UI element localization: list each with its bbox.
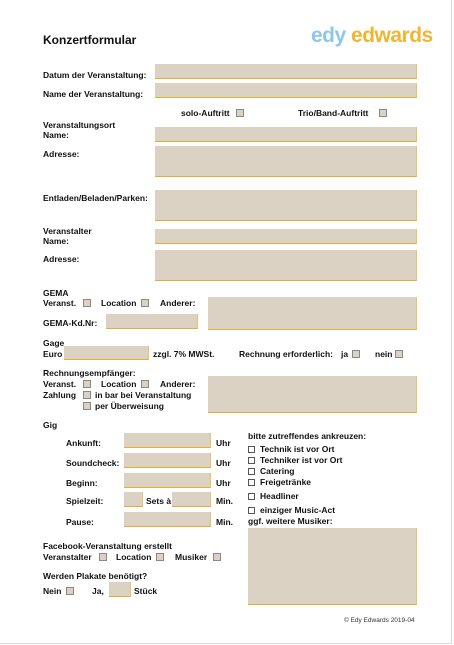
posters-label: Werden Plakate benötigt? <box>43 571 148 581</box>
check-header: bitte zutreffendes ankreuzen: <box>248 431 367 441</box>
start-label: Beginn: <box>66 478 98 488</box>
option-drinks-checkbox[interactable] <box>248 479 255 486</box>
fee-euro-label: Euro <box>43 349 63 359</box>
invoice-no-checkbox[interactable] <box>395 350 403 358</box>
option-techniker-checkbox[interactable] <box>248 457 255 464</box>
payment-cash-checkbox[interactable] <box>83 391 91 399</box>
payment-transfer-label: per Überweisung <box>95 401 164 411</box>
more-musicians-label: ggf. weitere Musiker: <box>248 516 333 526</box>
option-only-act-label: einziger Music-Act <box>260 505 336 515</box>
recipient-veranst-label: Veranst. <box>43 379 77 389</box>
facebook-label: Facebook-Veranstaltung erstellt <box>43 541 172 551</box>
recipient-other-label: Anderer: <box>160 379 196 389</box>
event-date-field[interactable] <box>155 64 417 79</box>
invoice-no-label: nein <box>375 349 393 359</box>
recipient-location-label: Location <box>101 379 137 389</box>
soundcheck-label: Soundcheck: <box>66 458 120 468</box>
start-field[interactable] <box>124 473 211 488</box>
invoice-yes-label: ja <box>341 349 349 359</box>
payment-label: Zahlung <box>43 390 77 400</box>
sets-label: Sets à <box>146 496 172 506</box>
start-uhr: Uhr <box>216 478 231 488</box>
event-name-field[interactable] <box>155 83 417 98</box>
gema-other-field[interactable] <box>208 297 417 330</box>
posters-no-checkbox[interactable] <box>66 587 74 595</box>
break-label: Pause: <box>66 517 94 527</box>
posters-no-label: Nein <box>43 586 62 596</box>
fee-vat-label: zzgl. 7% MWSt. <box>153 349 215 359</box>
option-technik-checkbox[interactable] <box>248 446 255 453</box>
posters-yes-label: Ja, <box>92 586 104 596</box>
payment-cash-label: in bar bei Veranstaltung <box>95 390 192 400</box>
more-musicians-field[interactable] <box>248 528 417 605</box>
option-drinks-label: Freigetränke <box>260 477 312 487</box>
unload-field[interactable] <box>155 190 417 221</box>
facebook-location-checkbox[interactable] <box>156 553 164 561</box>
facebook-musician-checkbox[interactable] <box>213 553 221 561</box>
gema-veranst-checkbox[interactable] <box>83 299 91 307</box>
arrival-field[interactable] <box>124 433 211 448</box>
fee-amount-field[interactable] <box>64 346 149 360</box>
venue-address-field[interactable] <box>155 146 417 177</box>
band-label: Trio/Band-Auftritt <box>298 108 369 118</box>
facebook-musician-label: Musiker <box>175 552 208 562</box>
facebook-veranst-checkbox[interactable] <box>99 553 107 561</box>
brand-logo <box>311 24 433 48</box>
sets-count-field[interactable] <box>124 492 143 507</box>
set-length-field[interactable] <box>172 492 211 507</box>
gema-veranst-label: Veranst. <box>43 298 77 308</box>
recipient-section-label: Rechnungsempfänger: <box>43 368 136 378</box>
solo-checkbox[interactable] <box>236 109 244 117</box>
solo-label: solo-Auftritt <box>181 108 230 118</box>
facebook-veranst-label: Veranstalter <box>43 552 92 562</box>
arrival-label: Ankunft: <box>66 438 101 448</box>
band-checkbox[interactable] <box>379 109 387 117</box>
organizer-address-field[interactable] <box>155 250 417 281</box>
event-date-label: Datum der Veranstaltung: <box>43 70 147 80</box>
invoice-yes-checkbox[interactable] <box>352 350 360 358</box>
option-catering-checkbox[interactable] <box>248 468 255 475</box>
playtime-min: Min. <box>216 496 233 506</box>
invoice-required-label: Rechnung erforderlich: <box>239 349 333 359</box>
playtime-label: Spielzeit: <box>66 496 104 506</box>
soundcheck-field[interactable] <box>124 453 211 468</box>
venue-name-label: Name: <box>43 130 69 140</box>
gema-location-checkbox[interactable] <box>141 299 149 307</box>
option-headliner-label: Headliner <box>260 491 299 501</box>
organizer-section-label: Veranstalter <box>43 226 92 236</box>
copyright-footer: © Edy Edwards 2019-04 <box>344 617 415 624</box>
fee-section-label: Gage <box>43 338 65 348</box>
logo-part-edy: edy <box>311 24 346 47</box>
posters-pieces-label: Stück <box>134 586 158 596</box>
gema-section-label: GEMA <box>43 288 69 298</box>
organizer-address-label: Adresse: <box>43 254 80 264</box>
gema-location-label: Location <box>101 298 137 308</box>
break-min: Min. <box>216 517 233 527</box>
arrival-uhr: Uhr <box>216 438 231 448</box>
option-catering-label: Catering <box>260 466 295 476</box>
payment-transfer-checkbox[interactable] <box>83 402 91 410</box>
gema-number-label: GEMA-Kd.Nr: <box>43 318 98 328</box>
facebook-location-label: Location <box>116 552 152 562</box>
gema-number-field[interactable] <box>106 314 198 329</box>
venue-name-field[interactable] <box>155 127 417 142</box>
organizer-name-field[interactable] <box>155 229 417 244</box>
event-name-label: Name der Veranstaltung: <box>43 89 144 99</box>
unload-label: Entladen/Beladen/Parken: <box>43 193 148 203</box>
venue-section-label: Veranstaltungsort <box>43 120 116 130</box>
logo-part-edwards: edwards <box>351 24 433 47</box>
venue-address-label: Adresse: <box>43 149 80 159</box>
recipient-other-field[interactable] <box>208 376 417 413</box>
break-field[interactable] <box>124 512 211 527</box>
recipient-location-checkbox[interactable] <box>141 380 149 388</box>
option-headliner-checkbox[interactable] <box>248 493 255 500</box>
option-technik-label: Technik ist vor Ort <box>260 444 335 454</box>
recipient-veranst-checkbox[interactable] <box>83 380 91 388</box>
soundcheck-uhr: Uhr <box>216 458 231 468</box>
posters-count-field[interactable] <box>109 582 131 597</box>
option-only-act-checkbox[interactable] <box>248 507 255 514</box>
option-techniker-label: Techniker ist vor Ort <box>260 455 343 465</box>
gema-other-label: Anderer: <box>160 298 196 308</box>
page-title: Konzertformular <box>43 33 137 47</box>
gig-section-label: Gig <box>43 420 58 430</box>
organizer-name-label: Name: <box>43 236 69 246</box>
